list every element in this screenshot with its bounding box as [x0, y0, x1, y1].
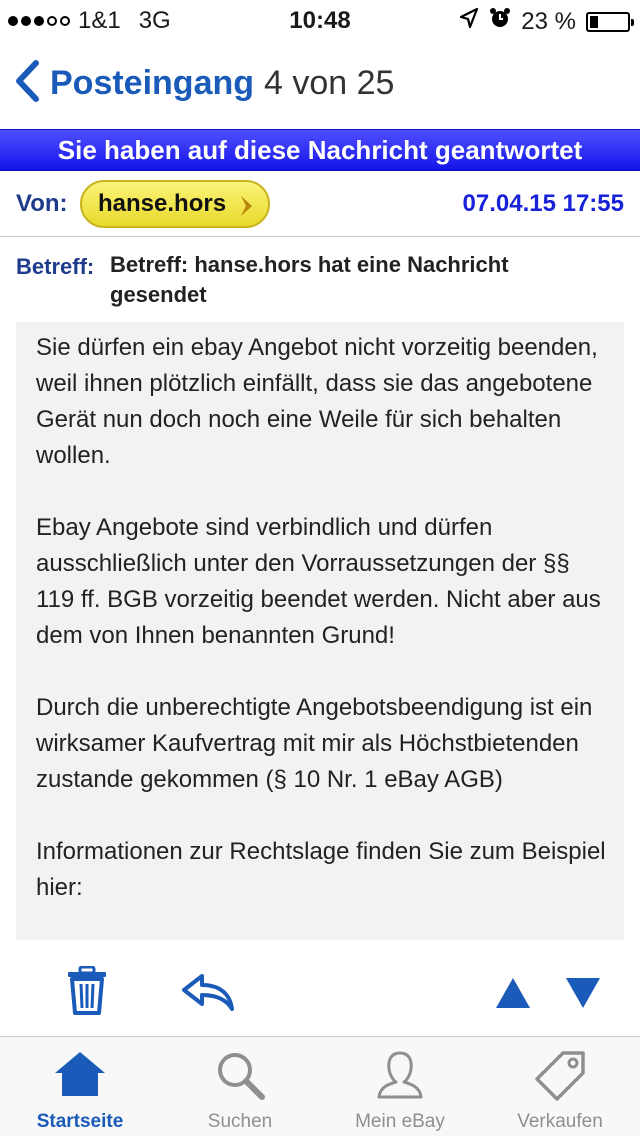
battery-percent: 23 % [521, 7, 576, 35]
chevron-right-icon [238, 194, 256, 223]
location-icon [459, 7, 479, 36]
status-bar [0, 0, 640, 40]
down-arrow-icon[interactable] [564, 976, 602, 1015]
alarm-icon [489, 7, 511, 36]
from-label: Von: [16, 190, 68, 217]
up-arrow-icon[interactable] [494, 976, 532, 1015]
tab-label: Verkaufen [517, 1111, 603, 1132]
back-label: Posteingang [50, 64, 255, 102]
tag-icon [533, 1049, 587, 1108]
battery-icon [586, 12, 630, 32]
tab-bar [0, 1037, 640, 1136]
search-icon [214, 1049, 266, 1106]
person-icon [375, 1049, 425, 1106]
message-position: 4 von 25 [264, 64, 395, 102]
tab-label: Suchen [207, 1111, 273, 1132]
carrier-name: 1&1 [78, 7, 121, 34]
subject-text: Betreff: hanse.hors hat eine Nachricht gesendet [110, 252, 509, 307]
clock: 10:48 [289, 7, 351, 34]
trash-icon[interactable] [66, 966, 108, 1021]
chevron-left-icon [14, 60, 40, 107]
tab-suchen[interactable] [160, 1037, 320, 1136]
tab-label: Startseite [36, 1111, 124, 1132]
back-button[interactable] [14, 60, 254, 107]
tab-label: Mein eBay [355, 1111, 445, 1132]
subject-row [0, 248, 640, 318]
tab-mein-ebay[interactable] [320, 1037, 480, 1136]
message-body[interactable] [16, 322, 624, 940]
nav-bar [0, 40, 640, 128]
tab-startseite[interactable] [0, 1037, 160, 1136]
message-date: 07.04.15 17:55 [462, 190, 624, 217]
message-toolbar [0, 950, 640, 1037]
sender-button[interactable] [80, 180, 270, 228]
battery-level [590, 16, 598, 28]
subject-label: Betreff: [16, 254, 95, 279]
replied-banner: Sie haben auf diese Nachricht geantwortet [0, 129, 640, 171]
sender-name: hanse.hors [98, 190, 227, 217]
body-paragraph: Ebay Angebote sind verbindlich und dürfen ausschließlich unter den Vorraussetzungen der §§ 119 ff. BGB vorzeitig beendet werden. Nicht aber aus dem von Ihnen benannten Grund! [36, 514, 601, 649]
home-icon [52, 1049, 108, 1104]
from-row [0, 172, 640, 237]
status-right [459, 7, 630, 36]
body-paragraph: Sie dürfen ein ebay Angebot nicht vorzeitig beenden, weil ihnen plötzlich einfällt, dass sie das angebotene Gerät nun doch noch eine Weile für sich behalten wollen. [36, 334, 598, 469]
reply-icon[interactable] [180, 972, 236, 1017]
tab-verkaufen[interactable] [480, 1037, 640, 1136]
body-paragraph: Durch die unberechtigte Angebotsbeendigung ist ein wirksamer Kaufvertrag mit mir als Höchstbietenden zustande gekommen (§ 10 Nr. 1 eBay AGB) [36, 694, 593, 793]
body-paragraph: Informationen zur Rechtslage finden Sie zum Beispiel hier: [36, 838, 606, 901]
network-type: 3G [138, 7, 171, 34]
